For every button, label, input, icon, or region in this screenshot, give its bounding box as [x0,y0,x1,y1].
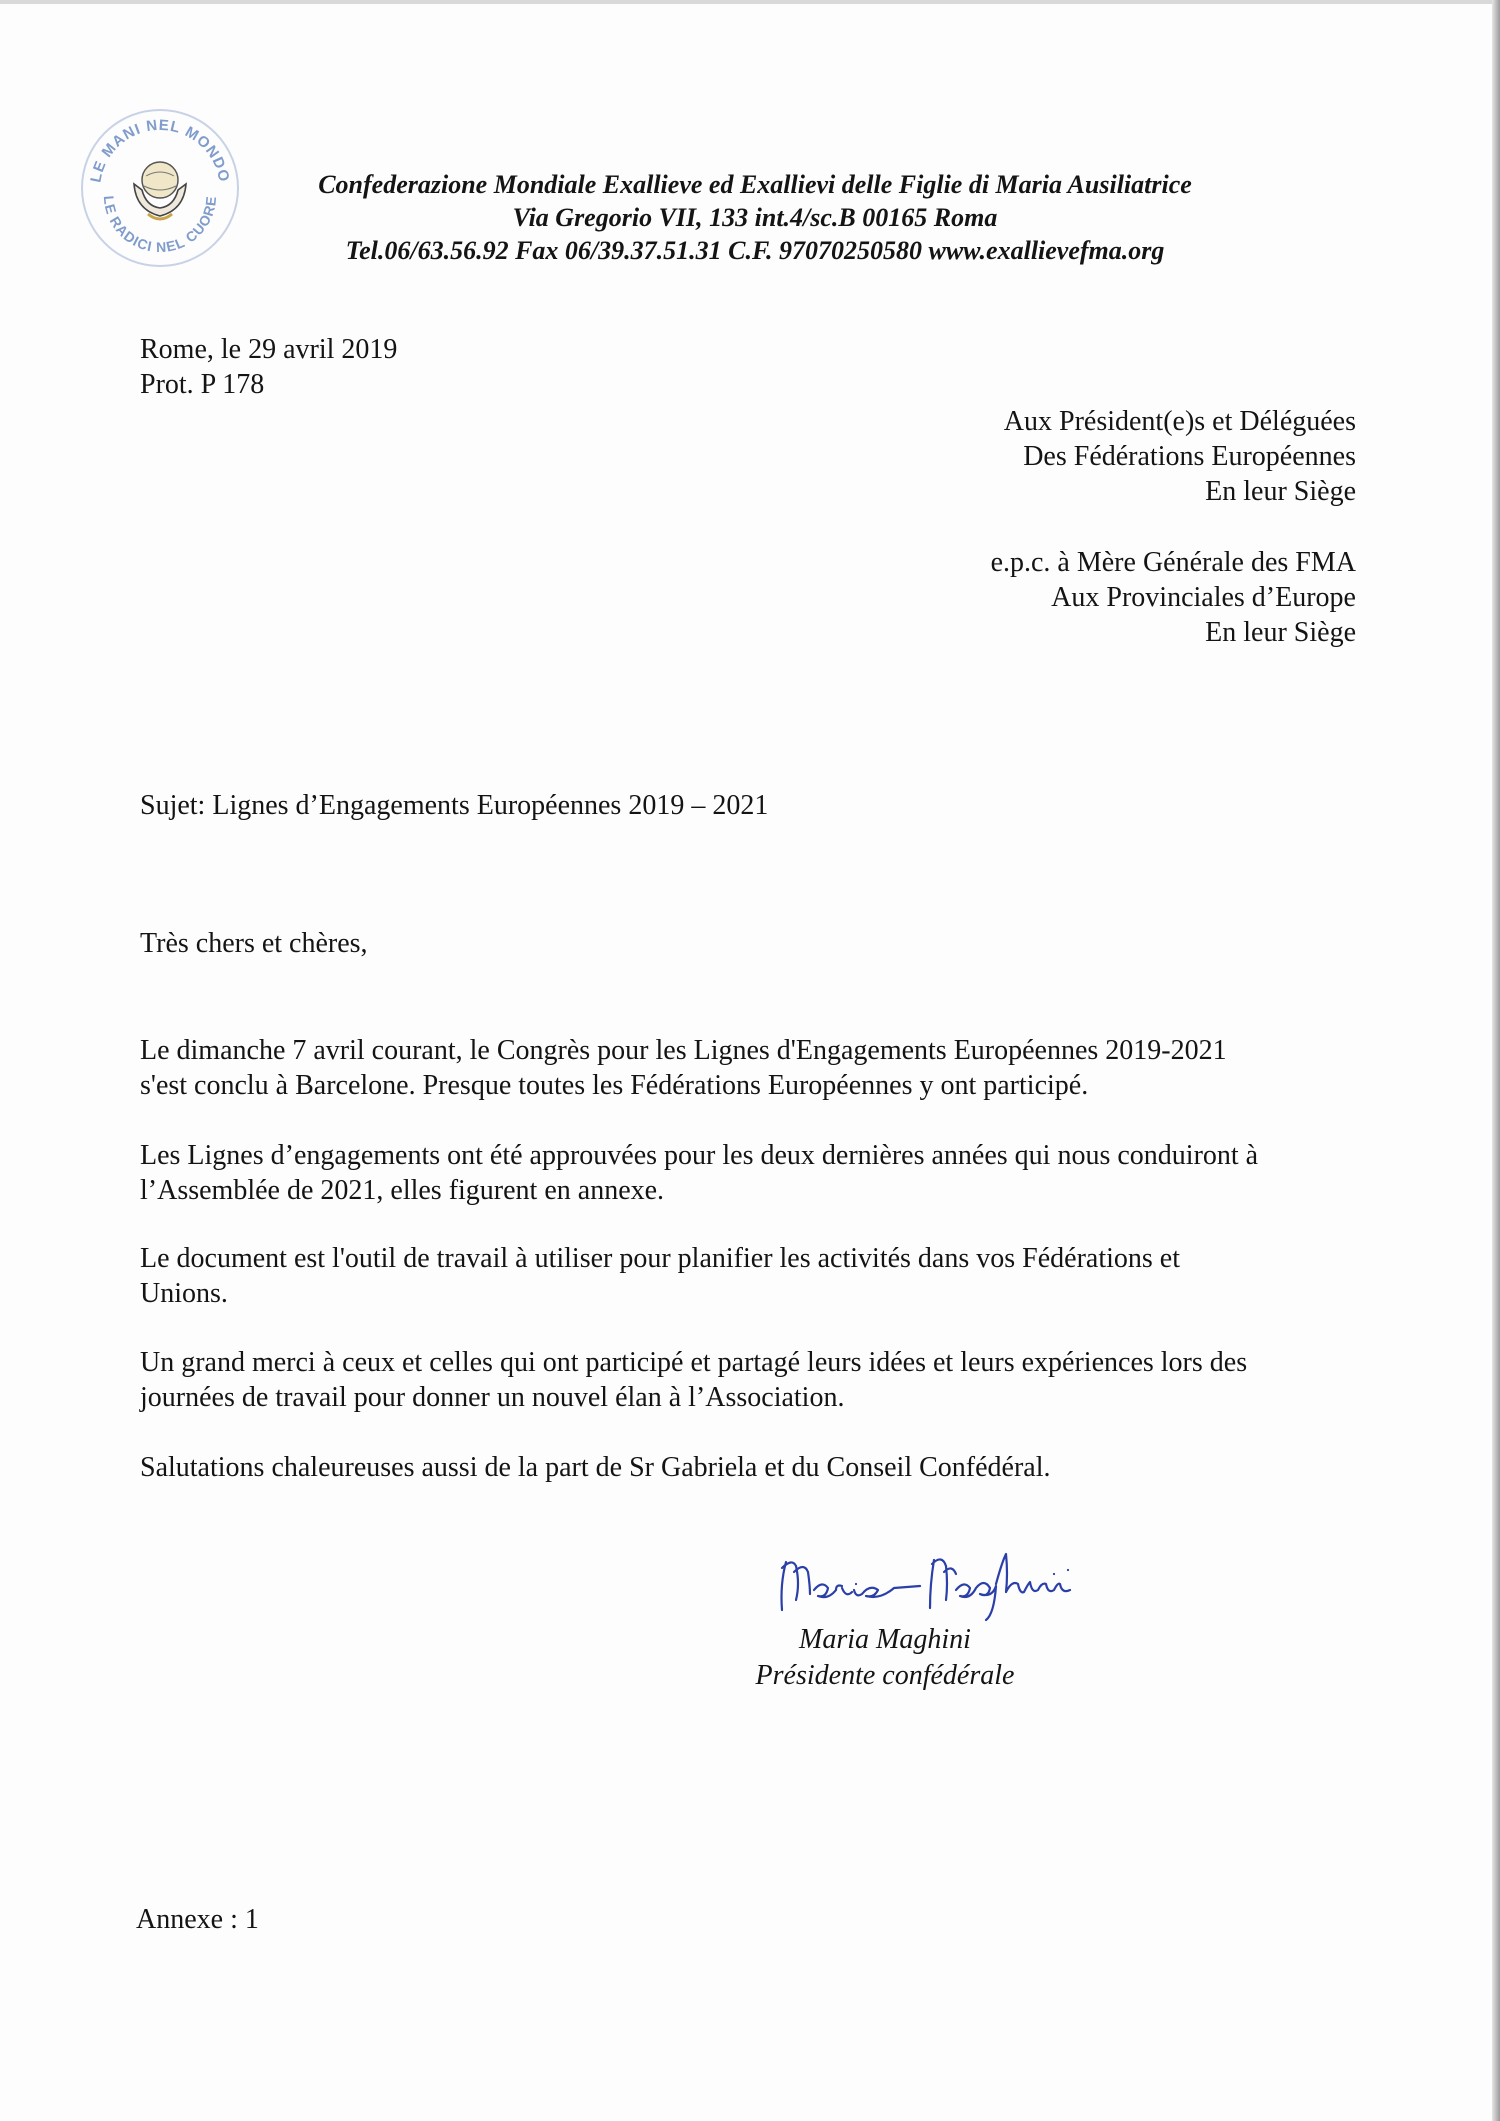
association-logo-seal [78,106,242,270]
signatory-name: Maria Maghini [799,1624,971,1655]
paragraph-5: Salutations chaleureuses aussi de la part de Sr Gabriela et du Conseil Confédéral. [140,1452,1051,1483]
paragraph-4-line-2: journées de travail pour donner un nouvel élan à l’Association. [140,1382,845,1413]
signatory-title: Présidente confédérale [755,1660,1015,1691]
paragraph-1-line-1: Le dimanche 7 avril courant, le Congrès pour les Lignes d'Engagements Européennes 2019-2021 [140,1035,1227,1066]
paragraph-3-line-1: Le document est l'outil de travail à utiliser pour planifier les activités dans vos Fédérations et [140,1243,1180,1274]
paragraph-3-line-2: Unions. [140,1278,228,1309]
copy-to-line-2: Aux Provinciales d’Europe [1051,582,1356,613]
scan-top-edge [0,0,1500,4]
hands-globe-icon [134,162,186,219]
recipient-line-3: En leur Siège [1205,476,1356,507]
paragraph-2-line-2: l’Assemblée de 2021, elles figurent en annexe. [140,1175,665,1206]
paragraph-2-line-1: Les Lignes d’engagements ont été approuvées pour les deux dernières années qui nous conduiront à [140,1140,1259,1171]
organization-address: Via Gregorio VII, 133 int.4/sc.B 00165 Roma [512,203,998,232]
scan-right-edge [1492,0,1500,2121]
organization-name: Confederazione Mondiale Exallieve ed Exallievi delle Figlie di Maria Ausiliatrice [318,170,1192,199]
recipient-line-2: Des Fédérations Européennes [1023,441,1356,472]
letter-date: Rome, le 29 avril 2019 [140,334,398,365]
handwritten-signature [770,1544,1090,1624]
copy-to-line-1: e.p.c. à Mère Générale des FMA [990,547,1356,578]
paragraph-4-line-1: Un grand merci à ceux et celles qui ont participé et partagé leurs idées et leurs expériences lors des [140,1347,1248,1378]
logo-text-bottom: LE RADICI NEL CUORE [100,194,220,256]
annex-note: Annexe : 1 [136,1904,259,1935]
svg-text:LE RADICI NEL CUORE [101,195,219,255]
paragraph-1-line-2: s'est conclu à Barcelone. Presque toutes les Fédérations Européennes y ont participé. [140,1070,1089,1101]
recipient-line-1: Aux Président(e)s et Déléguées [1003,406,1356,437]
protocol-number: Prot. P 178 [140,369,265,400]
letterhead [250,168,1260,267]
logo-text-top: LE MANI NEL MONDO [87,116,233,184]
letter-subject: Sujet: Lignes d’Engagements Européennes 2019 – 2021 [140,790,769,821]
organization-contacts: Tel.06/63.56.92 Fax 06/39.37.51.31 C.F. 97070250580 www.exallievefma.org [345,236,1165,265]
copy-to-line-3: En leur Siège [1205,617,1356,648]
salutation: Très chers et chères, [140,928,368,959]
